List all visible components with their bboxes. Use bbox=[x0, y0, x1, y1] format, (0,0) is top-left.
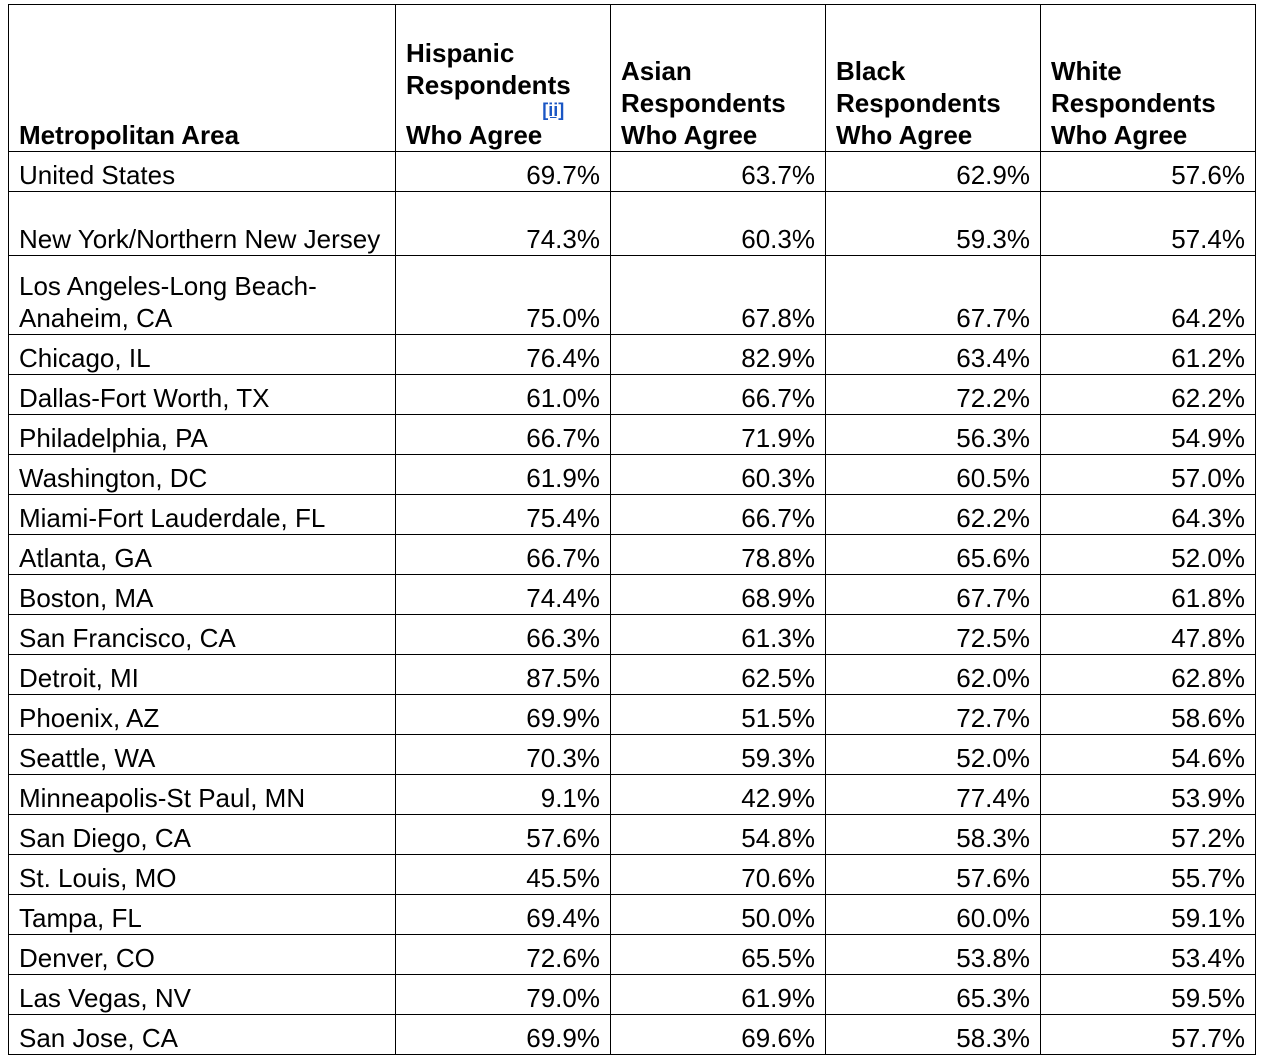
cell-area: St. Louis, MO bbox=[9, 855, 396, 895]
cell-hispanic: 45.5% bbox=[396, 855, 611, 895]
cell-asian: 78.8% bbox=[611, 535, 826, 575]
cell-black: 53.8% bbox=[826, 935, 1041, 975]
cell-white: 57.4% bbox=[1041, 192, 1256, 256]
cell-white: 61.2% bbox=[1041, 335, 1256, 375]
header-white: White Respondents Who Agree bbox=[1041, 5, 1256, 152]
cell-area: Los Angeles-Long Beach-Anaheim, CA bbox=[9, 256, 396, 335]
cell-asian: 60.3% bbox=[611, 455, 826, 495]
table-row bbox=[9, 855, 1256, 895]
cell-hispanic: 74.4% bbox=[396, 575, 611, 615]
table-row bbox=[9, 375, 1256, 415]
cell-area: Miami-Fort Lauderdale, FL bbox=[9, 495, 396, 535]
cell-area: San Diego, CA bbox=[9, 815, 396, 855]
cell-white: 61.8% bbox=[1041, 575, 1256, 615]
cell-asian: 66.7% bbox=[611, 375, 826, 415]
table-row bbox=[9, 335, 1256, 375]
table-row bbox=[9, 152, 1256, 192]
cell-asian: 82.9% bbox=[611, 335, 826, 375]
cell-area: Tampa, FL bbox=[9, 895, 396, 935]
table-row bbox=[9, 535, 1256, 575]
cell-area: Detroit, MI bbox=[9, 655, 396, 695]
table-row bbox=[9, 192, 1256, 256]
cell-white: 57.6% bbox=[1041, 152, 1256, 192]
cell-asian: 60.3% bbox=[611, 192, 826, 256]
cell-asian: 51.5% bbox=[611, 695, 826, 735]
cell-black: 60.5% bbox=[826, 455, 1041, 495]
cell-asian: 63.7% bbox=[611, 152, 826, 192]
header-metropolitan-area: Metropolitan Area bbox=[9, 5, 396, 152]
header-asian: Asian Respondents Who Agree bbox=[611, 5, 826, 152]
table-row bbox=[9, 735, 1256, 775]
cell-asian: 68.9% bbox=[611, 575, 826, 615]
cell-hispanic: 57.6% bbox=[396, 815, 611, 855]
cell-black: 62.0% bbox=[826, 655, 1041, 695]
table-row bbox=[9, 655, 1256, 695]
cell-hispanic: 66.3% bbox=[396, 615, 611, 655]
header-black: Black Respondents Who Agree bbox=[826, 5, 1041, 152]
table-row bbox=[9, 815, 1256, 855]
table-row bbox=[9, 575, 1256, 615]
cell-area: Washington, DC bbox=[9, 455, 396, 495]
cell-hispanic: 87.5% bbox=[396, 655, 611, 695]
cell-black: 58.3% bbox=[826, 1015, 1041, 1055]
cell-area: New York/Northern New Jersey bbox=[9, 192, 396, 256]
cell-asian: 69.6% bbox=[611, 1015, 826, 1055]
table-row bbox=[9, 975, 1256, 1015]
cell-hispanic: 61.9% bbox=[396, 455, 611, 495]
cell-hispanic: 66.7% bbox=[396, 535, 611, 575]
table-row bbox=[9, 775, 1256, 815]
cell-area: Phoenix, AZ bbox=[9, 695, 396, 735]
cell-hispanic: 70.3% bbox=[396, 735, 611, 775]
cell-asian: 61.3% bbox=[611, 615, 826, 655]
cell-area: Dallas-Fort Worth, TX bbox=[9, 375, 396, 415]
cell-white: 53.9% bbox=[1041, 775, 1256, 815]
cell-hispanic: 69.9% bbox=[396, 695, 611, 735]
cell-white: 59.1% bbox=[1041, 895, 1256, 935]
table-row bbox=[9, 495, 1256, 535]
cell-area: Seattle, WA bbox=[9, 735, 396, 775]
cell-area: San Jose, CA bbox=[9, 1015, 396, 1055]
cell-white: 54.9% bbox=[1041, 415, 1256, 455]
cell-black: 62.2% bbox=[826, 495, 1041, 535]
cell-hispanic: 79.0% bbox=[396, 975, 611, 1015]
metro-agreement-table bbox=[8, 4, 1256, 1055]
cell-asian: 67.8% bbox=[611, 256, 826, 335]
table-row bbox=[9, 415, 1256, 455]
cell-white: 57.2% bbox=[1041, 815, 1256, 855]
table-body bbox=[9, 152, 1256, 1055]
table-row bbox=[9, 615, 1256, 655]
cell-black: 67.7% bbox=[826, 575, 1041, 615]
cell-black: 67.7% bbox=[826, 256, 1041, 335]
cell-asian: 65.5% bbox=[611, 935, 826, 975]
cell-hispanic: 76.4% bbox=[396, 335, 611, 375]
cell-white: 59.5% bbox=[1041, 975, 1256, 1015]
cell-asian: 42.9% bbox=[611, 775, 826, 815]
cell-black: 60.0% bbox=[826, 895, 1041, 935]
cell-white: 57.7% bbox=[1041, 1015, 1256, 1055]
cell-area: Minneapolis-St Paul, MN bbox=[9, 775, 396, 815]
cell-area: Las Vegas, NV bbox=[9, 975, 396, 1015]
cell-hispanic: 66.7% bbox=[396, 415, 611, 455]
cell-area: Philadelphia, PA bbox=[9, 415, 396, 455]
cell-area: United States bbox=[9, 152, 396, 192]
cell-hispanic: 72.6% bbox=[396, 935, 611, 975]
cell-area: San Francisco, CA bbox=[9, 615, 396, 655]
header-row bbox=[9, 5, 1256, 152]
cell-hispanic: 75.4% bbox=[396, 495, 611, 535]
cell-asian: 61.9% bbox=[611, 975, 826, 1015]
cell-white: 64.2% bbox=[1041, 256, 1256, 335]
cell-black: 72.2% bbox=[826, 375, 1041, 415]
cell-white: 62.8% bbox=[1041, 655, 1256, 695]
cell-asian: 66.7% bbox=[611, 495, 826, 535]
cell-white: 54.6% bbox=[1041, 735, 1256, 775]
table-row bbox=[9, 695, 1256, 735]
cell-black: 52.0% bbox=[826, 735, 1041, 775]
cell-hispanic: 69.9% bbox=[396, 1015, 611, 1055]
table-row bbox=[9, 455, 1256, 495]
cell-asian: 50.0% bbox=[611, 895, 826, 935]
cell-black: 65.3% bbox=[826, 975, 1041, 1015]
cell-black: 72.7% bbox=[826, 695, 1041, 735]
cell-area: Atlanta, GA bbox=[9, 535, 396, 575]
cell-white: 52.0% bbox=[1041, 535, 1256, 575]
table-row bbox=[9, 1015, 1256, 1055]
cell-black: 58.3% bbox=[826, 815, 1041, 855]
cell-white: 53.4% bbox=[1041, 935, 1256, 975]
cell-asian: 54.8% bbox=[611, 815, 826, 855]
cell-hispanic: 74.3% bbox=[396, 192, 611, 256]
cell-asian: 59.3% bbox=[611, 735, 826, 775]
cell-black: 72.5% bbox=[826, 615, 1041, 655]
cell-hispanic: 69.4% bbox=[396, 895, 611, 935]
cell-black: 62.9% bbox=[826, 152, 1041, 192]
cell-black: 59.3% bbox=[826, 192, 1041, 256]
cell-white: 47.8% bbox=[1041, 615, 1256, 655]
cell-hispanic: 9.1% bbox=[396, 775, 611, 815]
cell-area: Denver, CO bbox=[9, 935, 396, 975]
table-row bbox=[9, 895, 1256, 935]
table-row bbox=[9, 256, 1256, 335]
cell-hispanic: 75.0% bbox=[396, 256, 611, 335]
cell-white: 58.6% bbox=[1041, 695, 1256, 735]
cell-black: 65.6% bbox=[826, 535, 1041, 575]
cell-black: 77.4% bbox=[826, 775, 1041, 815]
cell-white: 62.2% bbox=[1041, 375, 1256, 415]
cell-area: Boston, MA bbox=[9, 575, 396, 615]
cell-black: 57.6% bbox=[826, 855, 1041, 895]
cell-white: 55.7% bbox=[1041, 855, 1256, 895]
cell-black: 63.4% bbox=[826, 335, 1041, 375]
header-hispanic: Hispanic Respondents Who Agree[ii] bbox=[396, 5, 611, 152]
cell-hispanic: 69.7% bbox=[396, 152, 611, 192]
footnote-link[interactable]: [ii] bbox=[542, 100, 565, 120]
table-row bbox=[9, 935, 1256, 975]
cell-black: 56.3% bbox=[826, 415, 1041, 455]
cell-area: Chicago, IL bbox=[9, 335, 396, 375]
cell-white: 64.3% bbox=[1041, 495, 1256, 535]
cell-asian: 70.6% bbox=[611, 855, 826, 895]
cell-asian: 62.5% bbox=[611, 655, 826, 695]
cell-white: 57.0% bbox=[1041, 455, 1256, 495]
cell-hispanic: 61.0% bbox=[396, 375, 611, 415]
cell-asian: 71.9% bbox=[611, 415, 826, 455]
